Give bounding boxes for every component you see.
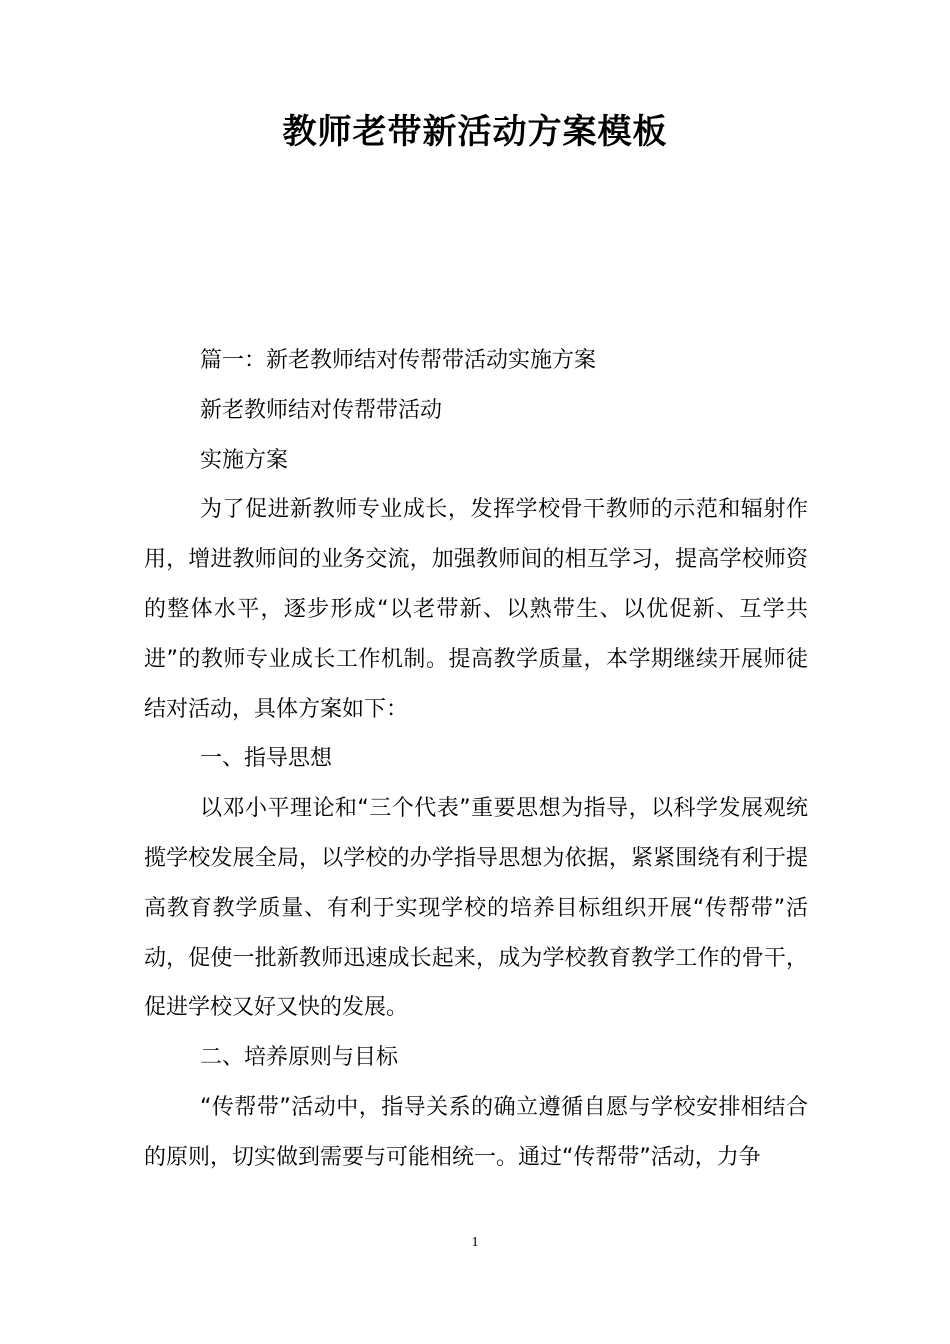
document-title: 教师老带新活动方案模板: [282, 112, 668, 152]
section-heading-principles-goals: 二、培养原则与目标: [200, 1045, 399, 1071]
paragraph-guiding-thought: 以邓小平理论和“三个代表”重要思想为指导，以科学发展观统揽学校发展全局，以学校的办学指导思想为依据，紧紧围绕有利于提高教育教学质量、有利于实现学校的培养目标组织开展“传帮带”活动，促使一批新教师迅速成长起来，成为学校教育教学工作的骨干，促进学校又好又快的发展。: [144, 796, 808, 1021]
section-heading-guiding-thought: 一、指导思想: [200, 746, 333, 772]
document-body: [144, 336, 808, 1183]
subheading-activity: 新老教师结对传帮带活动: [200, 397, 443, 423]
paragraph-introduction: 为了促进新教师专业成长，发挥学校骨干教师的示范和辐射作用，增进教师间的业务交流，加强教师间的相互学习，提高学校师资的整体水平，逐步形成“以老带新、以熟带生、以优促新、互学共进”的教师专业成长工作机制。提高教学质量，本学期继续开展师徒结对活动，具体方案如下：: [144, 497, 808, 722]
page-number: 1: [471, 1235, 479, 1250]
subheading-plan: 实施方案: [200, 447, 289, 473]
section-heading-part-one: 篇一：新老教师结对传帮带活动实施方案: [200, 348, 597, 373]
paragraph-principles: “传帮带”活动中，指导关系的确立遵循自愿与学校安排相结合的原则，切实做到需要与可能相统一。通过“传帮带”活动，力争: [144, 1094, 808, 1170]
